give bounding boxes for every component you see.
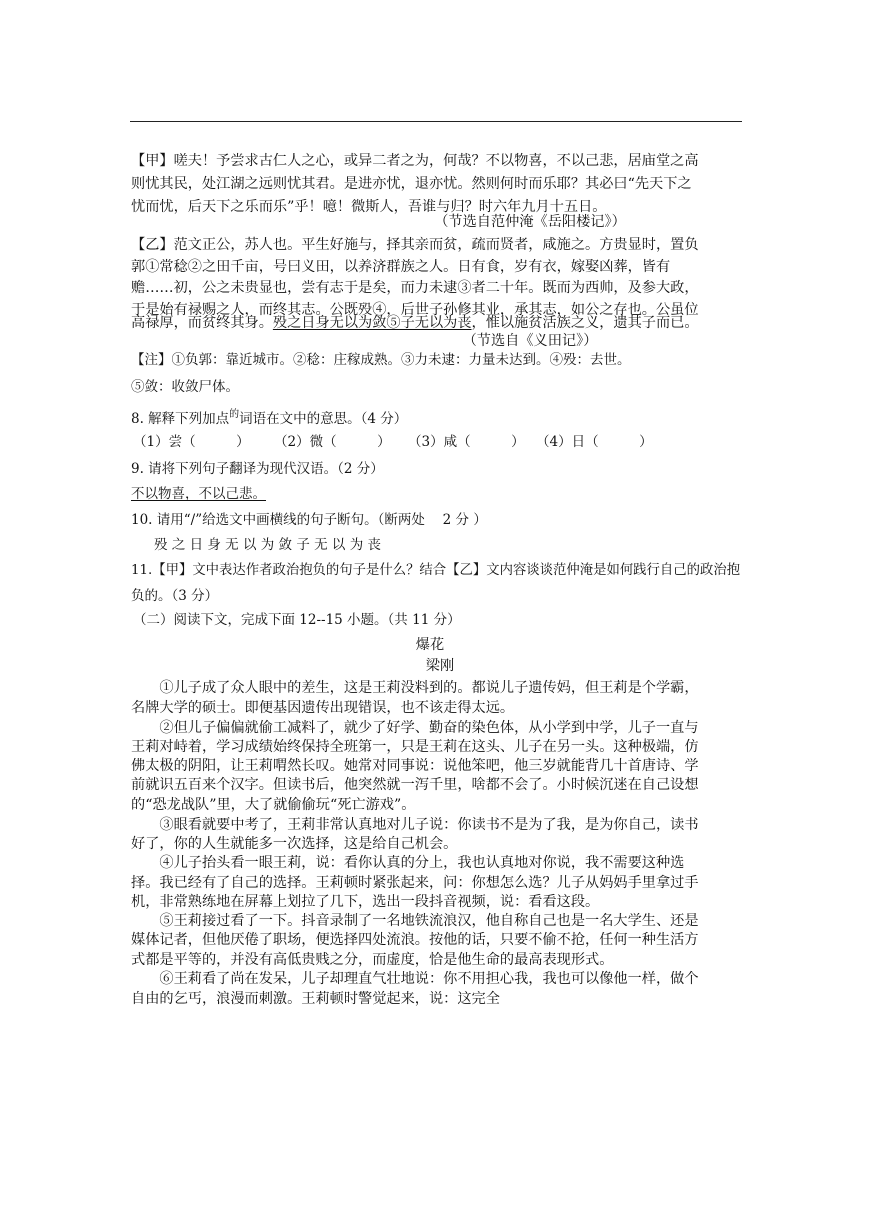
story-line-13: ⑤王莉接过看了一下。抖音录制了一名地铁流浪汉，他自称自己也是一名大学生、还是 [131,913,699,929]
question-8-item-2[interactable]: （2）微（ ） [274,434,391,450]
question-8-item-3[interactable]: （3）咸（ ） [408,434,525,450]
story-line-15: 式都是平等的，并没有高低贵贱之分，而虚度，恰是他生命的最高表现形式。 [131,952,614,968]
header-rule [130,121,742,122]
q8-stem-post: 词语在文中的意思。（4 分） [239,411,408,427]
story-line-2: 名牌大学的硕士。即便基因遗传出现错误，也不该走得太远。 [131,700,515,716]
question-9-stem: 9. 请将下列句子翻译为现代汉语。（2 分） [131,461,384,477]
story-line-11: 择。我已经有了自己的选择。王莉顿时紧张起来，问：你想怎么选？儿子从妈妈手里拿过手 [131,875,699,891]
q8-stem-pre: 8. 解释下列加点 [131,411,230,427]
question-9-sentence: 不以物喜，不以己悲。 [131,486,266,502]
story-line-10: ④儿子抬头看一眼王莉，说：看你认真的分上，我也认真地对你说，我不需要这种选 [131,855,685,871]
story-line-16: ⑥王莉看了尚在发呆，儿子却理直气壮地说：你不用担心我，我也可以像他一样，做个 [131,971,699,987]
passage-yi-line-1: 【乙】范文正公，苏人也。平生好施与，择其亲而贫，疏而贤者，咸施之。方贵显时，置负 [131,237,699,253]
question-10-sentence: 殁 之 日 身 无 以 为 敛 子 无 以 为 丧 [154,537,381,553]
passage-jia-line-3: 忧而忧，后天下之乐而乐”乎！噫！微斯人，吾谁与归？时六年九月十五日。 [131,199,607,215]
notes-line-1: 【注】①负郭：靠近城市。②稔：庄稼成熟。③力未逮：力量未达到。④殁：去世。 [131,352,631,368]
story-line-8: ③眼看就要中考了，王莉非常认真地对儿子说：你读书不是为了我，是为你自己，读书 [131,817,699,833]
question-10-stem: 10. 请用“/”给选文中画横线的句子断句。（断两处 2 分 ） [131,512,487,528]
question-8-stem [131,407,743,427]
passage-yi-line-5-pre: 高禄厚，而贫终其身。 [131,315,273,331]
passage-jia-source: （节选自范仲淹《岳阳楼记》） [434,214,626,230]
story-line-17: 自由的乞丐，浪漫而刺激。王莉顿时警觉起来，说：这完全 [131,991,500,1007]
question-11-line-2: 负的。（3 分） [131,588,219,604]
passage-yi-line-5-post: ，惟以施贫活族之义，遗其子而已。 [471,315,699,331]
passage-yi-line-3: 赡……初，公之未贵显也，尝有志于是矣，而力未逮③者二十年。既而为西帅，及参大政， [131,280,699,296]
story-line-3: ②但儿子偏偏就偷工减料了，就少了好学、勤奋的染色体，从小学到中学，儿子一直与 [131,720,699,736]
story-title: 爆花 [415,637,445,653]
story-line-4: 王莉对峙着，学习成绩始终保持全班第一，只是王莉在这头、儿子在另一头。这种极端，仿 [131,739,699,755]
story-line-7: 的“恐龙战队”里，大了就偷偷玩“死亡游戏”。 [131,797,416,813]
passage-yi-line-5 [131,312,743,332]
passage-yi-source: （节选自《义田记》） [462,333,598,349]
story-line-1: ①儿子成了众人眼中的差生，这是王莉没料到的。都说儿子遗传妈，但王莉是个学霸， [131,680,699,696]
underlined-sentence: 殁之日身无以为敛⑤子无以为丧 [272,315,472,331]
story-author: 梁刚 [425,658,455,674]
story-line-12: 机，非常熟练地在屏幕上划拉了几下，选出一段抖音视频，说：看看这段。 [131,894,600,910]
notes-line-2: ⑤敛：收敛尸体。 [131,379,239,395]
passage-yi-line-2: 郭①常稔②之田千亩，号曰义田，以养济群族之人。日有食，岁有衣，嫁娶凶葬，皆有 [131,259,671,275]
story-line-9: 好了，你的人生就能多一次选择，这是给自己机会。 [131,836,458,852]
passage-jia-line-2: 则忧其民，处江湖之远则忧其君。是进亦忧，退亦忧。然则何时而乐耶？其必曰“先天下之 [131,176,692,192]
story-line-14: 媒体记者，但他厌倦了职场，便选择四处流浪。按他的话，只要不偷不抢，任何一种生活方 [131,932,699,948]
passage-jia-line-1: 【甲】嗟夫！予尝求古仁人之心，或异二者之为，何哉？不以物喜，不以己悲，居庙堂之高 [131,153,699,169]
q8-stem-sup: 的 [229,409,240,420]
question-8-item-4[interactable]: （4）日（ ） [536,434,653,450]
story-line-5: 佛太极的阴阳，让王莉喟然长叹。她常对同事说：说他笨吧，他三岁就能背几十首唐诗、学 [131,758,699,774]
section-2-heading: （二）阅读下文，完成下面 12--15 小题。（共 11 分） [133,612,461,628]
passage-yi-line-4: 于是始有禄赐之人，而终其志。公既殁④，后世子孙修其业，承其志，如公之存也。公虽位 [131,302,699,318]
question-11-line-1: 11.【甲】文中表达作者政治抱负的句子是什么？结合【乙】文内容谈谈范仲淹是如何践行自己的政治抱 [131,563,741,578]
story-line-6: 前就识五百来个汉字。但读书后，他突然就一泻千里，啥都不会了。小时候沉迷在自己设想 [131,777,699,793]
question-8-item-1[interactable]: （1）尝（ ） [133,434,250,450]
